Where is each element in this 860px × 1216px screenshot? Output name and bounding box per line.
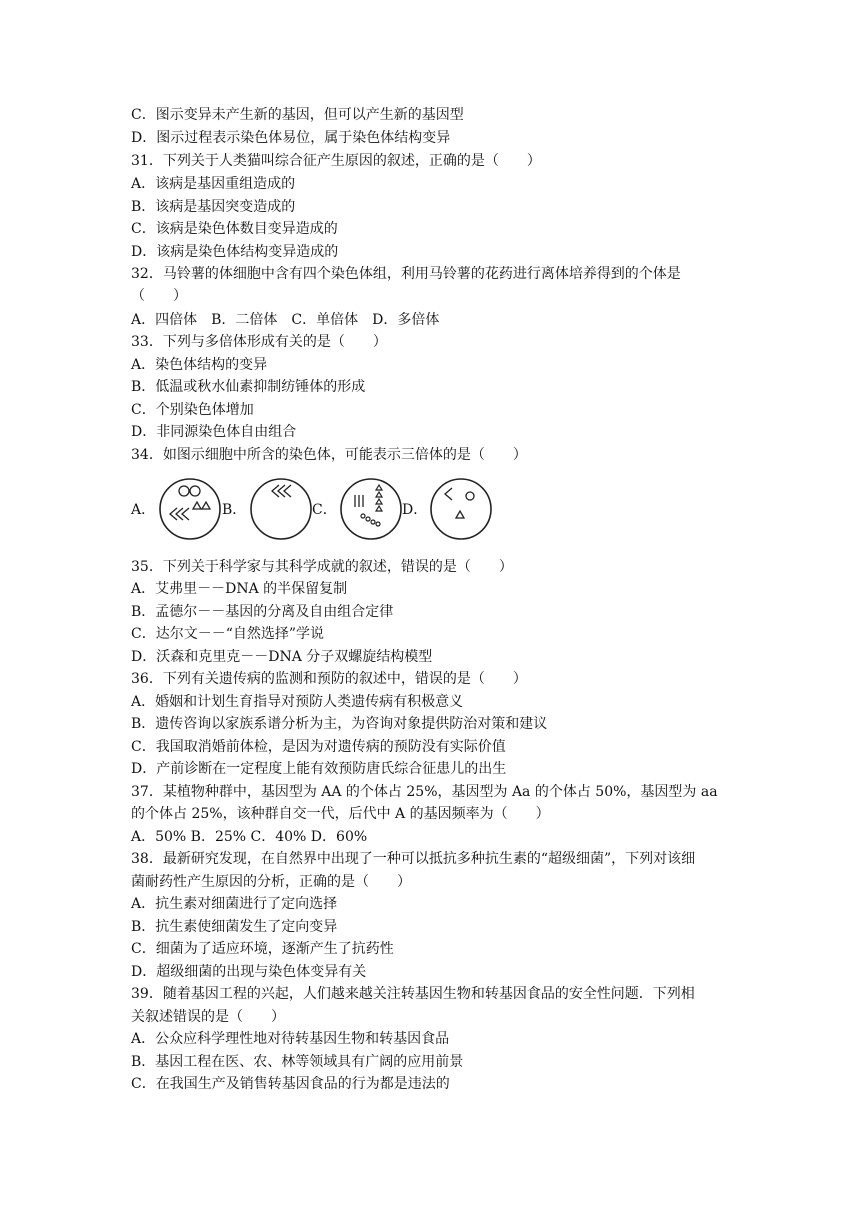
figure-label-d: D． [402,502,428,518]
option-35b: B．孟德尔－－基因的分离及自由组合定律 [131,604,394,620]
question-37: 37．某植物种群中，基因型为 AA 的个体占 25%，基因型为 Aa 的个体占 50%，基因型为 aa [131,784,718,800]
option-38a: A．抗生素对细菌进行了定向选择 [131,896,338,912]
option-38d: D．超级细菌的出现与染色体变异有关 [131,964,367,980]
option-33c: C．个别染色体增加 [131,402,254,418]
option-31a: A．该病是基因重组造成的 [131,176,296,192]
question-31: 31．下列关于人类猫叫综合征产生原因的叙述，正确的是（ ） [131,153,541,169]
option-31d: D．该病是染色体结构变异造成的 [131,244,339,260]
option-35a: A．艾弗里－－DNA 的半保留复制 [131,581,348,597]
figure-label-b: B． [222,502,247,518]
option-36d: D．产前诊断在一定程度上能有效预防唐氏综合征患儿的出生 [131,761,507,777]
option-30d: D．图示过程表示染色体易位，属于染色体结构变异 [131,130,451,146]
question-35: 35．下列关于科学家与其科学成就的叙述，错误的是（ ） [131,559,513,575]
question-32: 32．马铃薯的体细胞中含有四个染色体组，利用马铃薯的花药进行离体培养得到的个体是 [131,266,681,282]
option-39b: B．基因工程在医、农、林等领域具有广阔的应用前景 [131,1054,464,1070]
option-36a: A．婚姻和计划生育指导对预防人类遗传病有积极意义 [131,694,464,710]
question-38-cont: 菌耐药性产生原因的分析，正确的是（ ） [131,874,411,890]
options-32: A．四倍体 B．二倍体 C．单倍体 D．多倍体 [131,312,440,328]
question-38: 38．最新研究发现，在自然界中出现了一种可以抵抗多种抗生素的“超级细菌”，下列对该细 [131,851,696,867]
question-33: 33．下列与多倍体形成有关的是（ ） [131,334,387,350]
question-36: 36．下列有关遗传病的监测和预防的叙述中，错误的是（ ） [131,671,527,687]
cell-a-diagram [157,476,223,542]
figure-label-c: C． [312,502,337,518]
option-38c: C．细菌为了适应环境，逐渐产生了抗药性 [131,941,394,957]
figure-label-a: A． [131,502,156,518]
option-31c: C．该病是染色体数目变异造成的 [131,221,338,237]
option-39a: A．公众应科学理性地对待转基因生物和转基因食品 [131,1031,450,1047]
options-37: A．50% B．25% C．40% D．60% [131,829,368,845]
option-39c: C．在我国生产及销售转基因食品的行为都是违法的 [131,1076,450,1092]
cell-b-diagram [248,476,314,542]
option-30c: C．图示变异未产生新的基因，但可以产生新的基因型 [131,107,464,123]
option-35c: C．达尔文－－“自然选择”学说 [131,626,325,642]
option-33b: B．低温或秋水仙素抑制纺锤体的形成 [131,379,366,395]
cell-figures [131,476,531,546]
question-32-bracket: （ ） [131,288,187,304]
cell-c-diagram [338,476,404,542]
cell-d-diagram [428,476,494,542]
option-38b: B．抗生素使细菌发生了定向变异 [131,919,338,935]
option-36b: B．遗传咨询以家族系谱分析为主，为咨询对象提供防治对策和建议 [131,716,548,732]
question-37-cont: 的个体占 25%，该种群自交一代，后代中 A 的基因频率为（ ） [131,806,550,822]
option-36c: C．我国取消婚前体检，是因为对遗传病的预防没有实际价值 [131,739,506,755]
option-31b: B．该病是基因突变造成的 [131,199,296,215]
question-39: 39．随着基因工程的兴起，人们越来越关注转基因生物和转基因食品的安全性问题．下列相 [131,986,695,1002]
option-33a: A．染色体结构的变异 [131,357,268,373]
question-39-cont: 关叙述错误的是（ ） [131,1009,285,1025]
option-35d: D．沃森和克里克－－DNA 分子双螺旋结构模型 [131,649,433,665]
question-34: 34．如图示细胞中所含的染色体，可能表示三倍体的是（ ） [131,447,527,463]
option-33d: D．非同源染色体自由组合 [131,424,297,440]
